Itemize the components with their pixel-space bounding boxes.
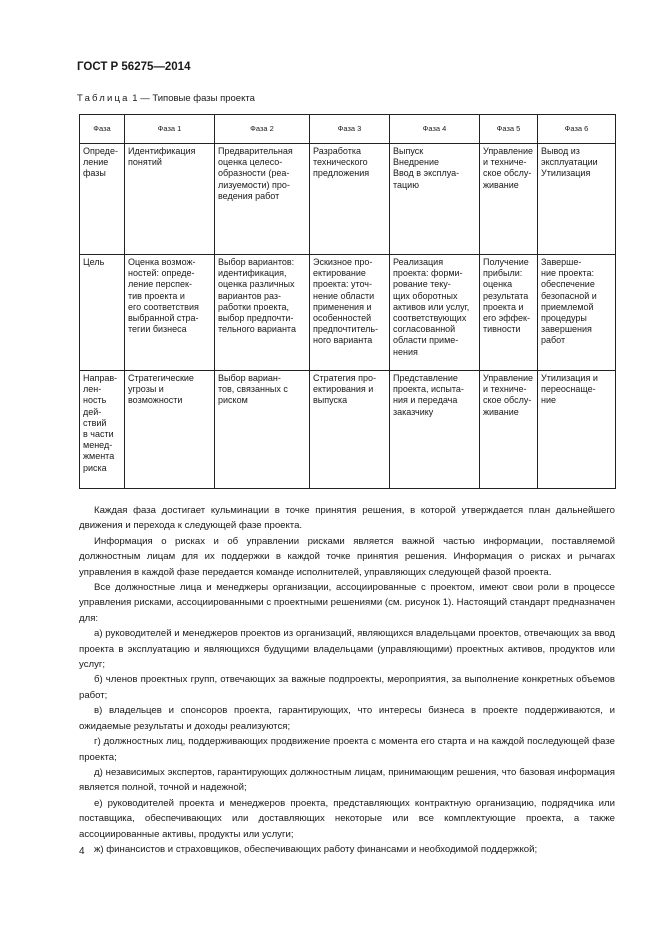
standard-header: ГОСТ Р 56275—2014 [77, 61, 191, 73]
list-item: г) должностных лиц, поддерживающих продвижение проекта с момента его старта и на каждой последующей фазе проекта; [79, 736, 615, 763]
table-cell: Опреде- ление фазы [80, 144, 125, 255]
table-cell: Заверше- ние проекта: обеспечение безопасной и приемлемой процедуры завершения работ [538, 255, 616, 371]
table-caption-label: Таблица [77, 93, 130, 104]
table-cell: Предварительная оценка целесо- образности (реа- лизуемости) про- ведения работ [215, 144, 310, 255]
table-cell: Управление и техниче- ское обслу- живание [480, 371, 538, 489]
table-cell: Выпуск Внедрение Ввод в эксплуа- тацию [390, 144, 480, 255]
table-row [80, 371, 616, 489]
table-cell: Стратегические угрозы и возможности [125, 371, 215, 489]
col-header: Фаза 4 [390, 115, 480, 144]
paragraph: Информация о рисках и об управлении рисками является важной частью информации, поставляемой должностным лицам для их поддержки в каждой точке принятия решения. Информация о рисках и рычагах управления в каждой фазе передается команде исполнителей, управляющих следующей фазой проекта. [79, 535, 615, 578]
table-cell: Цель [80, 255, 125, 371]
table-row [80, 144, 616, 255]
page-number: 4 [79, 846, 85, 857]
table-cell: Идентификация понятий [125, 144, 215, 255]
table-cell: Вывод из эксплуатации Утилизация [538, 144, 616, 255]
col-header: Фаза [80, 115, 125, 144]
col-header: Фаза 3 [310, 115, 390, 144]
table-cell: Управление и техниче- ское обслу- живание [480, 144, 538, 255]
table-cell: Оценка возмож- ностей: опреде- ление перспек- тив проекта и его соответствия выбранной стра- тегии бизнеса [125, 255, 215, 371]
table-header-row [80, 115, 616, 144]
table-cell: Получение прибыли: оценка результата проекта и его эффек- тивности [480, 255, 538, 371]
list-item: а) руководителей и менеджеров проектов из организаций, являющихся владельцами проектов, отвечающих за ввод проекта в эксплуатацию и являющихся будущими владельцами (управляющими) проектных активов, продуктов или услуг; [79, 628, 615, 671]
col-header: Фаза 5 [480, 115, 538, 144]
phases-table [79, 114, 616, 489]
col-header: Фаза 2 [215, 115, 310, 144]
table-cell: Стратегия про- ектирования и выпуска [310, 371, 390, 489]
table-caption [77, 93, 255, 104]
table-row [80, 255, 616, 371]
list-item: ж) финансистов и страховщиков, обеспечивающих работу финансами и необходимой поддержкой; [94, 843, 538, 855]
list-item: в) владельцев и спонсоров проекта, гарантирующих, что интересы бизнеса в проекте поддерживаются, и ожидаемые результаты и доходы реализуются; [79, 705, 615, 732]
paragraph: Каждая фаза достигает кульминации в точке принятия решения, в которой утверждается план дальнейшего движения и перехода к следующей фазе проекта. [79, 505, 615, 532]
table-cell: Выбор вариантов: идентификация, оценка различных вариантов раз- работки проекта, выбор предпочти- тельного варианта [215, 255, 310, 371]
body-text [79, 503, 615, 857]
table-cell: Утилизация и переоснаще- ние [538, 371, 616, 489]
table-cell: Эскизное про- ектирование проекта: уточ- нение области применения и особенностей предпочтитель- ного варианта [310, 255, 390, 371]
table-cell: Реализация проекта: форми- рование теку- щих оборотных активов или услуг, соответствующих согласованной области приме- нения [390, 255, 480, 371]
col-header: Фаза 1 [125, 115, 215, 144]
table-caption-text: 1 — Типовые фазы проекта [132, 93, 255, 104]
table-cell: Представление проекта, испыта- ния и передача заказчику [390, 371, 480, 489]
col-header: Фаза 6 [538, 115, 616, 144]
table-cell: Выбор вариан- тов, связанных с риском [215, 371, 310, 489]
table-cell: Направ- лен- ность дей- ствий в части менед- жмента риска [80, 371, 125, 489]
list-item: б) членов проектных групп, отвечающих за важные подпроекты, мероприятия, за выполнение конкретных объемов работ; [79, 674, 615, 701]
paragraph: Все должностные лица и менеджеры организации, ассоциированные с проектом, имеют свои роли в процессе управления рисками, ассоциированными с проектными решениями (см. рисунок 1). Настоящий стандарт предназначен для: [79, 582, 615, 624]
list-item: е) руководителей проекта и менеджеров проекта, представляющих контрактную организацию, подрядчика или поставщика, обеспечивающих или доставляющих некоторые или все комплектующие проекта, а также ассоциированные активы, продукты или услуги; [79, 797, 615, 840]
list-item: д) независимых экспертов, гарантирующих должностным лицам, принимающим решения, что базовая информация является полной, точной и надежной; [79, 766, 615, 794]
table-cell: Разработка технического предложения [310, 144, 390, 255]
